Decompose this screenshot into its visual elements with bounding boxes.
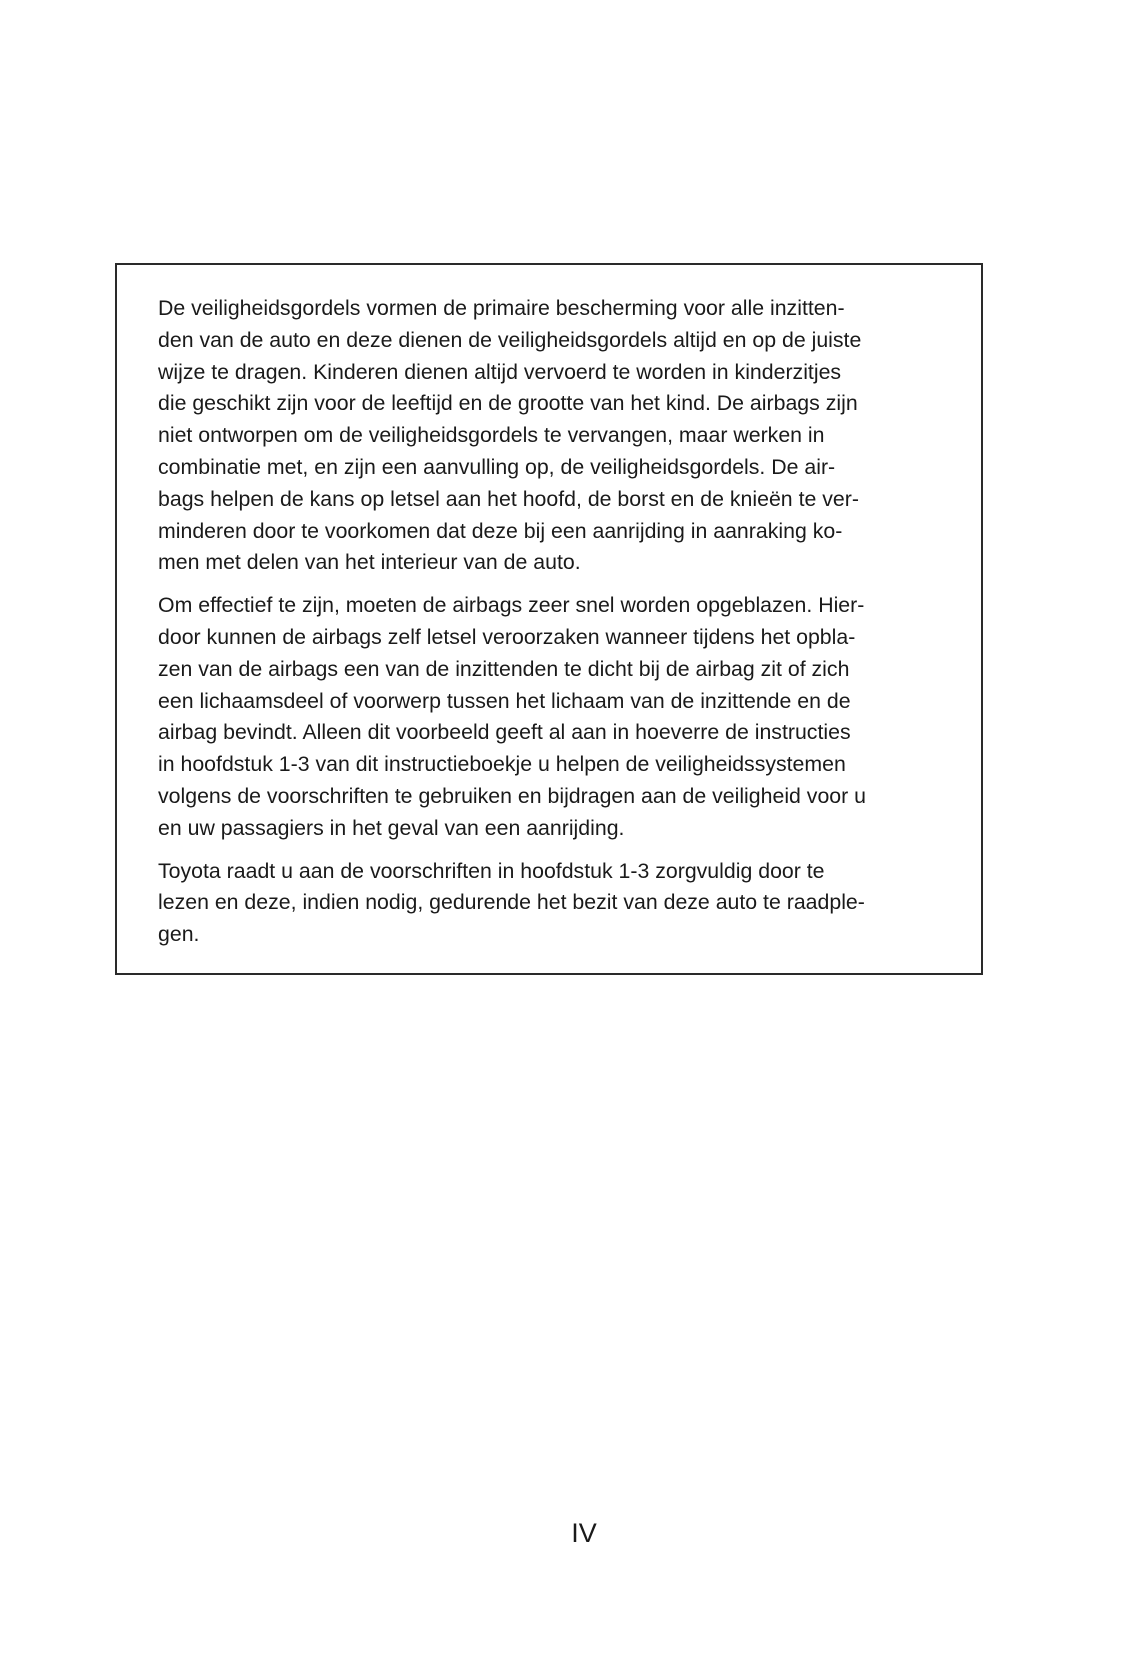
paragraph-line: Om effectief te zijn, moeten de airbags zeer snel worden opgeblazen. Hier- bbox=[158, 593, 865, 618]
paragraph-line: Toyota raadt u aan de voorschriften in hoofdstuk 1-3 zorgvuldig door te bbox=[158, 858, 825, 883]
paragraph-line: wijze te dragen. Kinderen dienen altijd vervoerd te worden in kinderzitjes bbox=[158, 359, 842, 384]
paragraph-line: bags helpen de kans op letsel aan het hoofd, de borst en de knieën te ver- bbox=[158, 486, 859, 511]
paragraph-line: die geschikt zijn voor de leeftijd en de grootte van het kind. De airbags zijn bbox=[158, 391, 858, 416]
paragraph-line: en uw passagiers in het geval van een aanrijding. bbox=[158, 815, 625, 840]
paragraph-line: door kunnen de airbags zelf letsel veroorzaken wanneer tijdens het opbla- bbox=[158, 624, 856, 649]
paragraph-line: een lichaamsdeel of voorwerp tussen het lichaam van de inzittende en de bbox=[158, 688, 851, 713]
notice-paragraph-airbags bbox=[158, 590, 941, 844]
notice-paragraph-seatbelts bbox=[158, 293, 941, 579]
page-number: IV bbox=[571, 1518, 597, 1548]
paragraph-line: men met delen van het interieur van de auto. bbox=[158, 550, 581, 575]
paragraph-line: airbag bevindt. Alleen dit voorbeeld geeft al aan in hoeverre de instructies bbox=[158, 720, 851, 745]
paragraph-line: den van de auto en deze dienen de veiligheidsgordels altijd en op de juiste bbox=[158, 327, 862, 352]
paragraph-line: gen. bbox=[158, 922, 200, 947]
safety-notice-box bbox=[115, 263, 983, 975]
paragraph-line: in hoofdstuk 1-3 van dit instructieboekje u helpen de veiligheidssystemen bbox=[158, 752, 846, 777]
paragraph-line: minderen door te voorkomen dat deze bij een aanrijding in aanraking ko- bbox=[158, 518, 843, 543]
paragraph-line: zen van de airbags een van de inzittenden te dicht bij de airbag zit of zich bbox=[158, 656, 850, 681]
paragraph-line: combinatie met, en zijn een aanvulling op, de veiligheidsgordels. De air- bbox=[158, 454, 836, 479]
paragraph-line: volgens de voorschriften te gebruiken en bijdragen aan de veiligheid voor u bbox=[158, 783, 866, 808]
paragraph-line: De veiligheidsgordels vormen de primaire bescherming voor alle inzitten- bbox=[158, 296, 845, 320]
notice-paragraph-toyota-advice bbox=[158, 856, 941, 951]
paragraph-line: niet ontworpen om de veiligheidsgordels te vervangen, maar werken in bbox=[158, 423, 825, 448]
paragraph-line: lezen en deze, indien nodig, gedurende het bezit van deze auto te raadple- bbox=[158, 890, 865, 915]
